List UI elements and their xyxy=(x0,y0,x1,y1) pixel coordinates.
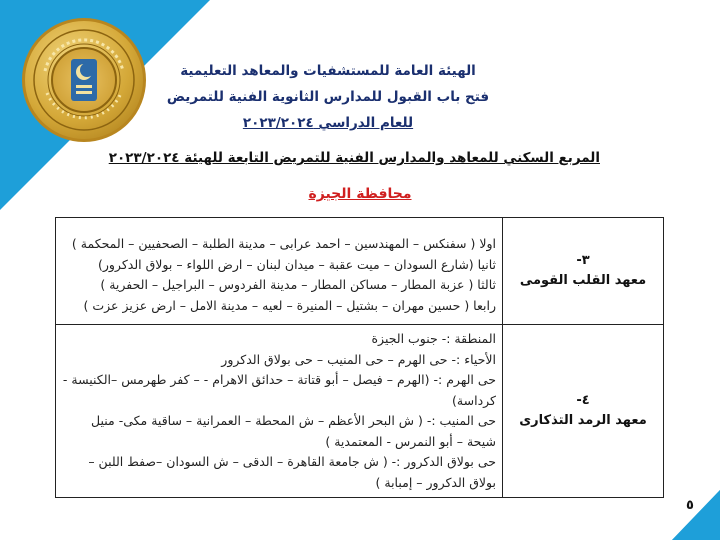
area-line: المنطقة :- جنوب الجيزة xyxy=(371,331,496,346)
residential-area-cell xyxy=(56,218,503,325)
institute-name-cell xyxy=(503,325,664,498)
authority-title: الهيئة العامة للمستشفيات والمعاهد التعليمية xyxy=(180,63,476,79)
area-line: رابعا ( حسين مهران – بشتيل – المنيرة – لعيه – مدينة الامل – ارض عزيز عزت ) xyxy=(83,297,496,313)
institutes-table xyxy=(55,217,664,498)
document-subtitle: المربع السكني للمعاهد والمدارس الفنية للتمريض التابعة للهيئة ٢٠٢٣/٢٠٢٤ xyxy=(108,150,600,166)
crescent-emblem-icon xyxy=(71,59,97,101)
area-line: حى المنيب :- ( ش البحر الأعظم – ش المحطة – العمرانية – ساقية مكى- منيل شيحة – أبو النمرس - المعتمدية ) xyxy=(91,413,496,449)
table-row xyxy=(56,325,664,498)
institute-number: ٣- xyxy=(576,253,590,268)
page-number: ٥ xyxy=(686,498,694,513)
area-line: اولا ( سفنكس – المهندسين – احمد عرابى – مدينة الطلبة – الصحفيين – المحكمة ) xyxy=(71,236,496,251)
institute-name: معهد القلب القومى xyxy=(519,273,647,288)
area-line: حى بولاق الدكرور :- ( ش جامعة القاهرة – الدقى – ش السودان –صفط اللبن – بولاق الدكرور – إمبابة ) xyxy=(88,454,496,490)
seal-center xyxy=(51,47,117,113)
area-line: حى الهرم :- (الهرم – فيصل – أبو قتاتة – حدائق الاهرام - – كفر طهرمس –الكنيسة - كرداسة) xyxy=(62,372,496,408)
institute-name: معهد الرمد التذكارى xyxy=(519,413,647,428)
governorate-heading: محافظة الجيزة xyxy=(308,186,412,202)
academic-year: للعام الدراسي ٢٠٢٣/٢٠٢٤ xyxy=(242,115,414,131)
admission-announcement: فتح باب القبول للمدارس الثانوية الفنية للتمريض xyxy=(166,89,490,105)
institute-name-cell xyxy=(503,218,664,325)
residential-area-cell xyxy=(56,325,503,498)
document-header xyxy=(118,58,538,136)
area-line: الأحياء :- حى الهرم – حى المنيب – حى بولاق الدكرور xyxy=(221,351,496,367)
area-line: ثانيا (شارع السودان – ميت عقبة – ميدان لبنان – ارض اللواء – بولاق الدكرور) xyxy=(97,256,496,272)
table-row xyxy=(56,218,664,325)
area-line: ثالثا ( عزبة المطار – مساكن المطار – مدينة الفردوس – البراجيل – الحفرية ) xyxy=(100,277,496,292)
institute-number: ٤- xyxy=(576,393,590,408)
